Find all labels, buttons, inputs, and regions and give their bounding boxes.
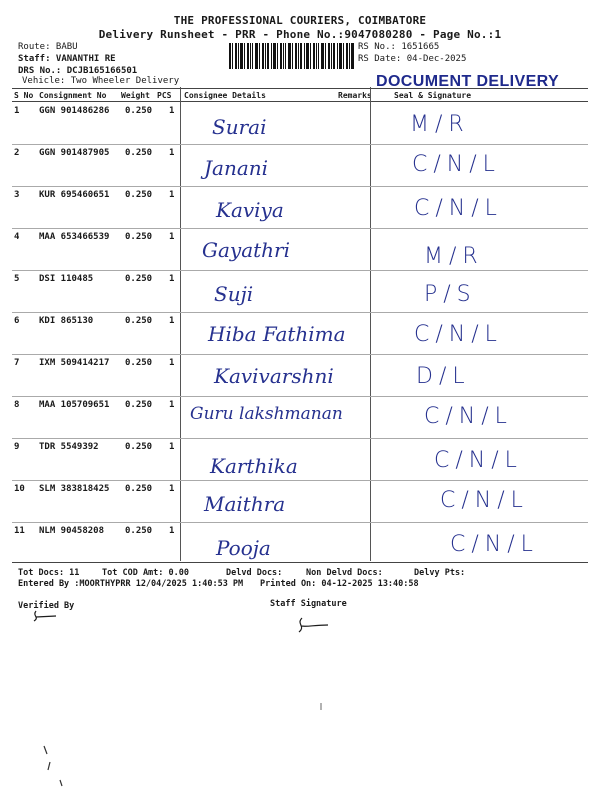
row-pcs: 1 xyxy=(169,106,175,116)
row-weight: 0.250 xyxy=(125,232,153,242)
row-consignee-handwritten: Kaviya xyxy=(216,198,284,222)
row-seal-handwritten: C/N/L xyxy=(412,152,501,177)
delivery-points: Delvy Pts: xyxy=(414,568,466,578)
col-weight: Weight xyxy=(121,91,150,100)
verified-by-label: Verified By xyxy=(18,601,75,611)
row-sno: 1 xyxy=(14,106,20,116)
col-sno: S No xyxy=(14,91,34,100)
vehicle-label: Vehicle: Two Wheeler Delivery xyxy=(22,76,180,86)
row-pcs: 1 xyxy=(169,232,175,242)
drs-number: DRS No.: DCJB165166501 xyxy=(18,66,138,76)
row-pcs: 1 xyxy=(169,358,175,368)
row-separator xyxy=(12,480,588,481)
non-delivered-docs: Non Delvd Docs: xyxy=(306,568,383,578)
table-top-rule xyxy=(12,88,588,89)
row-consignment: MAA 105709651 xyxy=(39,400,110,410)
row-weight: 0.250 xyxy=(125,148,153,158)
document-delivery-stamp: DOCUMENT DELIVERY xyxy=(376,73,560,90)
printed-on: Printed On: 04-12-2025 13:40:58 xyxy=(260,579,419,589)
row-consignment: GGN 901487905 xyxy=(39,148,110,158)
row-sno: 6 xyxy=(14,316,20,326)
row-consignee-handwritten: Gayathri xyxy=(202,238,290,262)
row-seal-handwritten: C/N/L xyxy=(434,448,523,473)
row-pcs: 1 xyxy=(169,274,175,284)
row-consignment: KUR 695460651 xyxy=(39,190,110,200)
company-title: THE PROFESSIONAL COURIERS, COIMBATORE xyxy=(173,14,427,27)
col-consignee: Consignee Details xyxy=(184,91,266,100)
staff-signature-label: Staff Signature xyxy=(270,599,347,609)
row-consignee-handwritten: Guru lakshmanan xyxy=(190,404,343,424)
row-seal-handwritten: D/L xyxy=(416,364,471,389)
col-divider xyxy=(370,87,371,561)
col-seal: Seal & Signature xyxy=(394,91,472,100)
row-weight: 0.250 xyxy=(125,316,153,326)
row-consignee-handwritten: Karthika xyxy=(210,454,298,478)
row-consignee-handwritten: Kavivarshni xyxy=(214,364,334,388)
row-weight: 0.250 xyxy=(125,190,153,200)
total-docs: Tot Docs: 11 xyxy=(18,568,80,578)
route-label: Route: BABU xyxy=(18,42,78,52)
row-sno: 4 xyxy=(14,232,20,242)
row-consignment: IXM 509414217 xyxy=(39,358,110,368)
rs-date: RS Date: 04-Dec-2025 xyxy=(358,54,467,64)
row-consignment: TDR 5549392 xyxy=(39,442,99,452)
col-consignment: Consignment No xyxy=(39,91,107,100)
row-consignee-handwritten: Surai xyxy=(212,115,267,139)
row-sno: 8 xyxy=(14,400,20,410)
row-pcs: 1 xyxy=(169,442,175,452)
row-sno: 10 xyxy=(14,484,25,494)
row-consignment: KDI 865130 xyxy=(39,316,94,326)
row-consignee-handwritten: Suji xyxy=(214,282,254,306)
row-separator xyxy=(12,186,588,187)
row-weight: 0.250 xyxy=(125,358,153,368)
row-pcs: 1 xyxy=(169,316,175,326)
row-weight: 0.250 xyxy=(125,484,153,494)
row-pcs: 1 xyxy=(169,148,175,158)
row-separator xyxy=(12,396,588,397)
row-separator xyxy=(12,438,588,439)
row-sno: 5 xyxy=(14,274,20,284)
row-weight: 0.250 xyxy=(125,106,153,116)
row-separator xyxy=(12,228,588,229)
row-seal-handwritten: C/N/L xyxy=(414,196,503,221)
table-header-rule xyxy=(12,101,588,102)
row-weight: 0.250 xyxy=(125,400,153,410)
staff-label: Staff: VANANTHI RE xyxy=(18,54,116,64)
total-cod-amount: Tot COD Amt: 0.00 xyxy=(102,568,189,578)
staff-signature xyxy=(292,614,332,636)
row-consignment: MAA 653466539 xyxy=(39,232,110,242)
row-sno: 9 xyxy=(14,442,20,452)
row-seal-handwritten: M/R xyxy=(424,244,484,269)
row-pcs: 1 xyxy=(169,526,175,536)
rs-number: RS No.: 1651665 xyxy=(358,42,440,52)
delivered-docs: Delvd Docs: xyxy=(226,568,283,578)
row-separator xyxy=(12,522,588,523)
row-consignment: GGN 901486286 xyxy=(39,106,110,116)
row-sno: 7 xyxy=(14,358,20,368)
row-consignment: SLM 383818425 xyxy=(39,484,110,494)
row-weight: 0.250 xyxy=(125,442,153,452)
barcode xyxy=(229,43,354,69)
row-seal-handwritten: C/N/L xyxy=(424,404,513,429)
row-consignee-handwritten: Janani xyxy=(204,156,269,180)
row-weight: 0.250 xyxy=(125,274,153,284)
table-bottom-rule xyxy=(12,562,588,563)
row-pcs: 1 xyxy=(169,484,175,494)
row-weight: 0.250 xyxy=(125,526,153,536)
row-separator xyxy=(12,354,588,355)
row-seal-handwritten: C/N/L xyxy=(440,488,529,513)
verified-signature xyxy=(30,608,60,624)
col-pcs: PCS xyxy=(157,91,172,100)
row-consignee-handwritten: Hiba Fathima xyxy=(208,322,346,346)
row-seal-handwritten: M/R xyxy=(410,112,470,137)
row-consignee-handwritten: Maithra xyxy=(204,492,286,516)
row-consignment: DSI 110485 xyxy=(39,274,94,284)
row-seal-handwritten: C/N/L xyxy=(450,532,539,557)
runsheet-subtitle: Delivery Runsheet - PRR - Phone No.:9047080280 - Page No.:1 xyxy=(98,28,502,41)
row-consignment: NLM 90458208 xyxy=(39,526,105,536)
row-separator xyxy=(12,144,588,145)
col-divider xyxy=(180,87,181,561)
row-sno: 2 xyxy=(14,148,20,158)
entered-by: Entered By :MOORTHYPRR 12/04/2025 1:40:53 PM xyxy=(18,579,244,589)
row-separator xyxy=(12,312,588,313)
stray-pen-mark xyxy=(318,702,324,712)
row-seal-handwritten: C/N/L xyxy=(414,322,503,347)
row-separator xyxy=(12,270,588,271)
row-pcs: 1 xyxy=(169,400,175,410)
row-sno: 3 xyxy=(14,190,20,200)
row-seal-handwritten: P/S xyxy=(424,282,477,307)
stray-pen-marks xyxy=(38,740,78,790)
row-sno: 11 xyxy=(14,526,25,536)
row-consignee-handwritten: Pooja xyxy=(216,536,271,560)
col-remarks: Remarks xyxy=(338,91,372,100)
row-pcs: 1 xyxy=(169,190,175,200)
